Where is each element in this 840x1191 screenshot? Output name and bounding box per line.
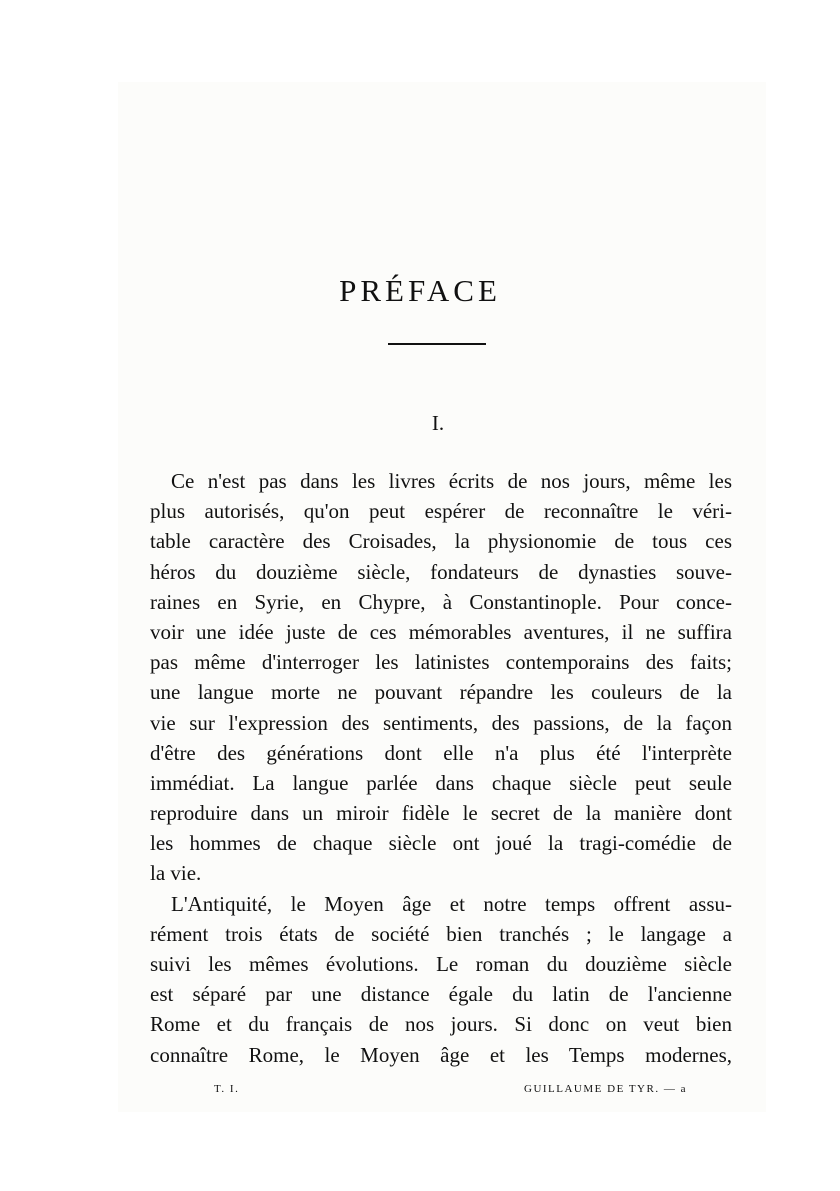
text-line: une langue morte ne pouvant répandre les couleurs de la [150,680,732,705]
text-line: Ce n'est pas dans les livres écrits de nos jours, même les [171,469,732,493]
text-line: est séparé par une distance égale du latin de l'ancienne [150,982,732,1007]
text-line: vie sur l'expression des sentiments, des passions, de la façon [150,710,732,735]
text-line: connaître Rome, le Moyen âge et les Temps modernes, [150,1042,732,1067]
text-line: héros du douzième siècle, fondateurs de dynasties souve- [150,559,732,584]
text-line: d'être des générations dont elle n'a plus été l'interprète [150,740,732,765]
text-line: voir une idée juste de ces mémorables aventures, il ne suffira [150,619,732,644]
body-text [150,466,732,1070]
text-line: plus autorisés, qu'on peut espérer de reconnaître le véri- [150,499,732,524]
text-line: rément trois états de société bien tranchés ; le langage a [150,921,732,946]
text-line: les hommes de chaque siècle ont joué la tragi-comédie de [150,831,732,856]
section-number: I. [431,411,445,435]
text-line: raines en Syrie, en Chypre, à Constantinople. Pour conce- [150,589,732,614]
text-line: table caractère des Croisades, la physionomie de tous ces [150,529,732,554]
text-line: la vie. [150,861,202,886]
title-rule [388,343,486,345]
text-line: L'Antiquité, le Moyen âge et notre temps offrent assu- [171,891,732,916]
text-line: suivi les mêmes évolutions. Le roman du douzième siècle [150,952,732,976]
text-line: Rome et du français de nos jours. Si donc on veut bien [150,1012,732,1037]
page-title: PRÉFACE [339,272,501,308]
text-line: immédiat. La langue parlée dans chaque siècle peut seule [150,770,732,795]
footer-signature: GUILLAUME DE TYR. — a [524,1083,687,1095]
text-line: reproduire dans un miroir fidèle le secret de la manière dont [150,801,732,826]
text-line: pas même d'interroger les latinistes contemporains des faits; [150,650,732,675]
footer-volume: T. I. [214,1083,240,1095]
